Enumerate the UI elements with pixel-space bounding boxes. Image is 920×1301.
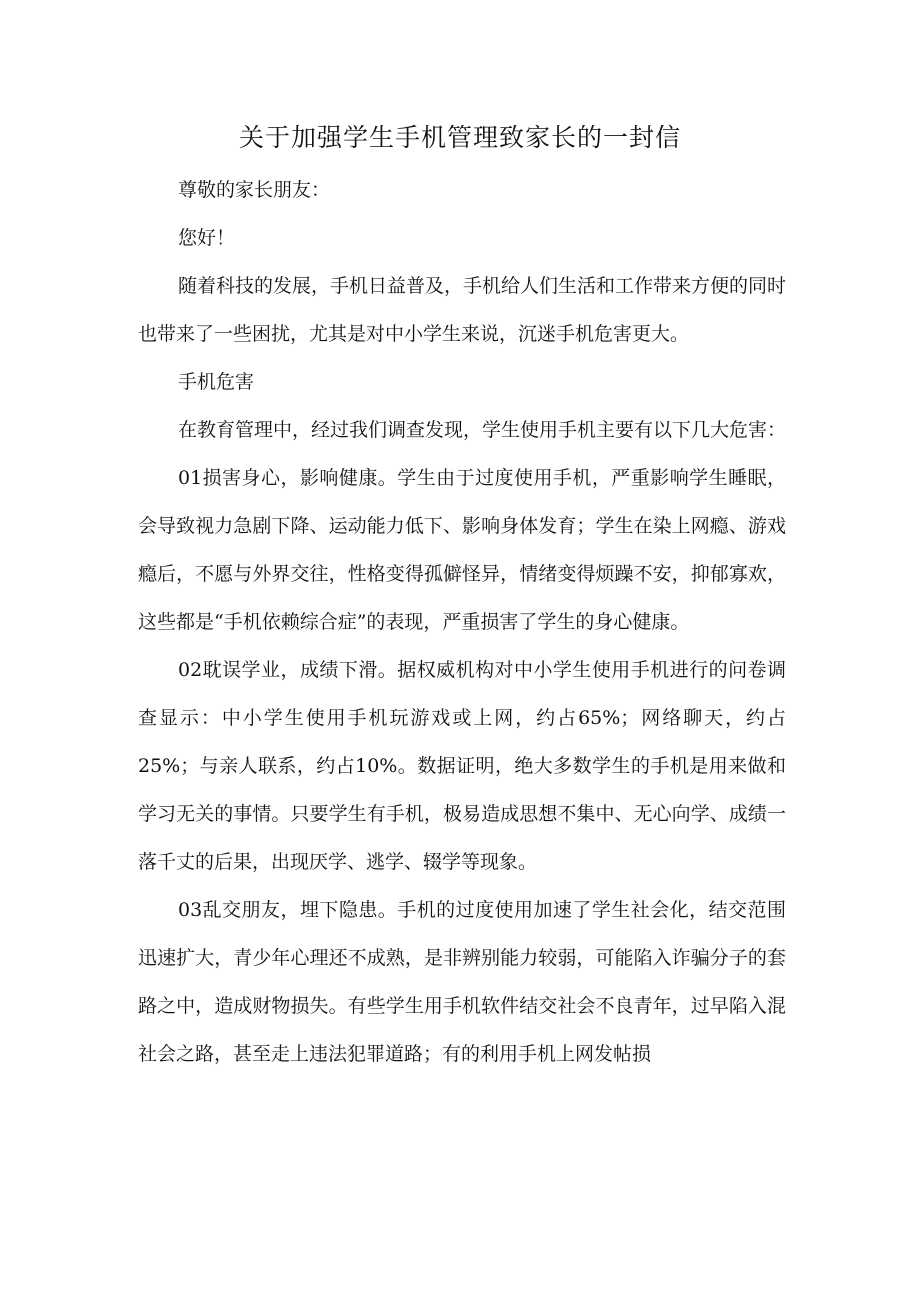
intro-paragraph: 随着科技的发展，手机日益普及，手机给人们生活和工作带来方便的同时也带来了一些困扰，尤其是对中小学生来说，沉迷手机危害更大。 bbox=[138, 275, 787, 345]
letter-body bbox=[138, 166, 786, 1078]
harm-item-02: 02耽误学业，成绩下滑。据权威机构对中小学生使用手机进行的问卷调查显示：中小学生使用手机玩游戏或上网，约占65%；网络聊天，约占25%；与亲人联系，约占10%。数据证明，绝大多数学生的手机是用来做和学习无关的事情。只要学生有手机，极易造成思想不集中、无心向学、成绩一落千丈的后果，出现厌学、逃学、辍学等现象。 bbox=[138, 659, 786, 873]
greeting: 您好！ bbox=[178, 227, 236, 249]
section-heading: 手机危害 bbox=[178, 371, 255, 393]
page-title: 关于加强学生手机管理致家长的一封信 bbox=[238, 123, 681, 152]
survey-paragraph: 在教育管理中，经过我们调查发现，学生使用手机主要有以下几大危害： bbox=[178, 419, 787, 441]
salutation: 尊敬的家长朋友： bbox=[178, 179, 331, 201]
harm-item-01: 01损害身心，影响健康。学生由于过度使用手机，严重影响学生睡眠，会导致视力急剧下降、运动能力低下、影响身体发育；学生在染上网瘾、游戏瘾后，不愿与外界交往，性格变得孤僻怪异，情绪变得烦躁不安，抑郁寡欢，这些都是“手机依赖综合症”的表现，严重损害了学生的身心健康。 bbox=[138, 467, 786, 633]
harm-item-03: 03乱交朋友，埋下隐患。手机的过度使用加速了学生社会化，结交范围迅速扩大，青少年心理还不成熟，是非辨别能力较弱，可能陷入诈骗分子的套路之中，造成财物损失。有些学生用手机软件结交社会不良青年，过早陷入混社会之路，甚至走上违法犯罪道路；有的利用手机上网发帖损 bbox=[138, 899, 786, 1065]
